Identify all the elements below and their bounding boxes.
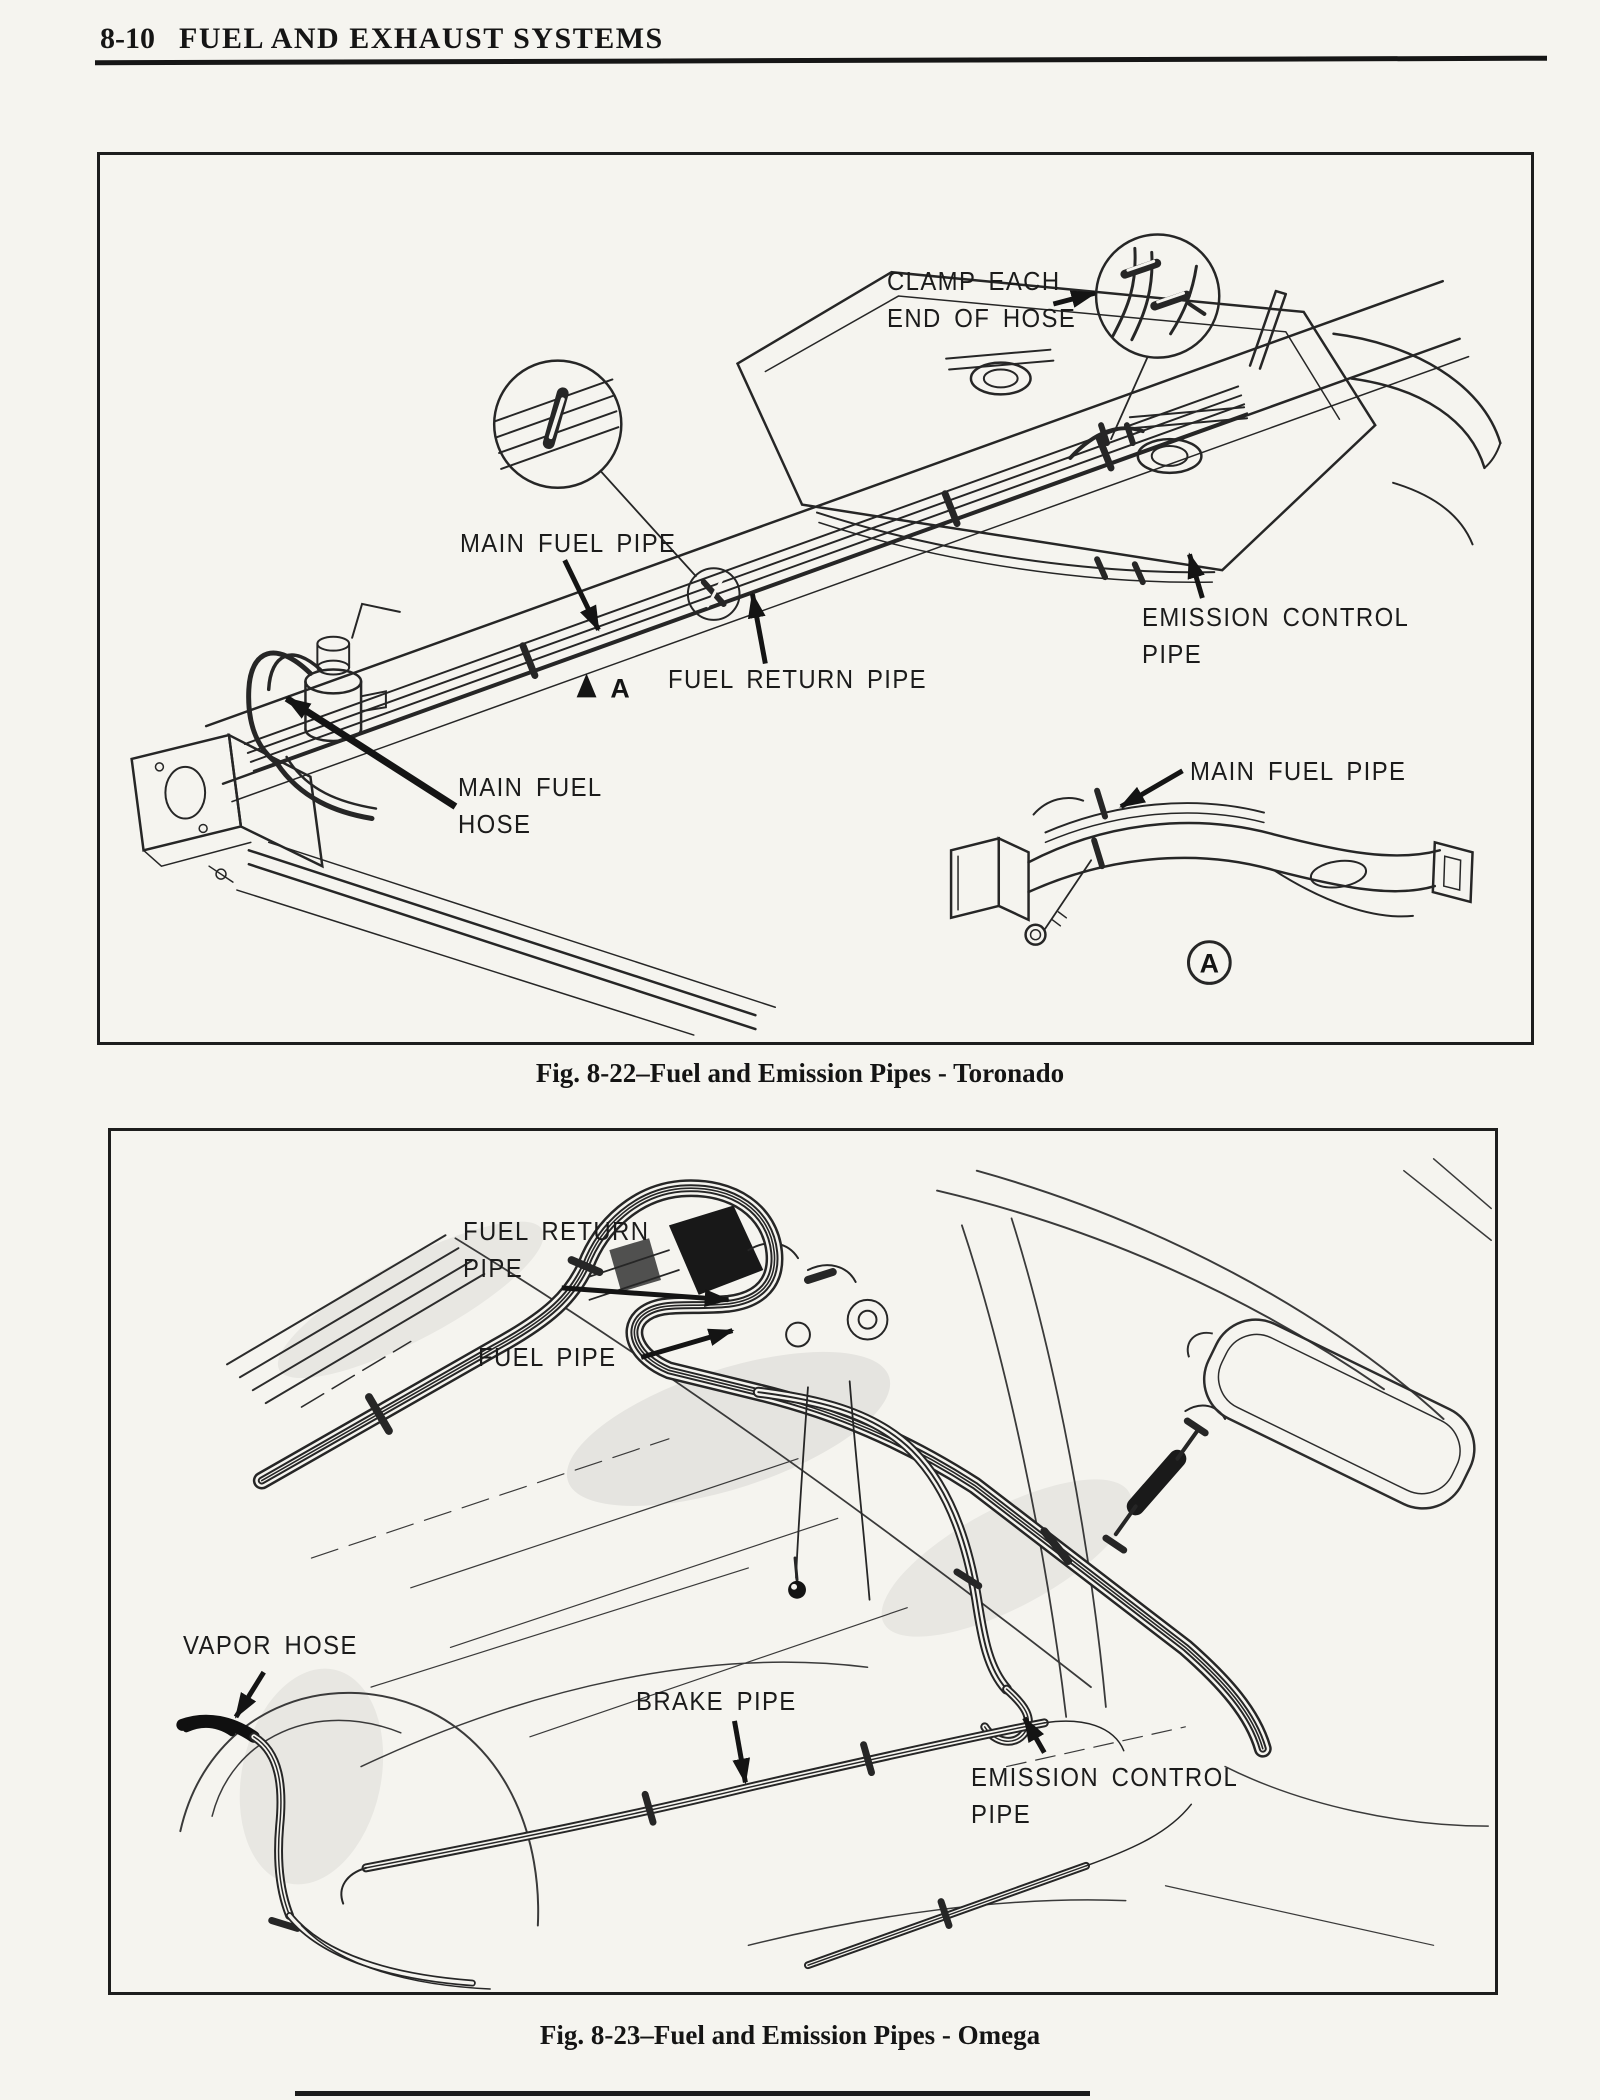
arm-pipe-clamp	[1097, 791, 1105, 817]
arm-fuel-pipe	[1045, 803, 1264, 832]
label-fuel-return-pipe	[668, 661, 927, 698]
pump-bracket	[352, 604, 400, 638]
filler-ring-outer	[971, 363, 1031, 395]
brake-end-curve	[1044, 1721, 1123, 1750]
skid-rails	[209, 842, 775, 1035]
engine-fitting	[808, 1272, 833, 1280]
label-line: EMISSION CONTROL	[971, 1762, 1239, 1792]
fuel-pump-and-hoses	[249, 604, 400, 819]
arrow-fuel-pipe	[641, 1331, 732, 1358]
callout-arrows	[287, 293, 1203, 807]
page-header	[100, 22, 664, 56]
arm-hook	[1034, 798, 1084, 815]
rail-bottom-edge	[223, 339, 1460, 784]
label-line: FUEL RETURN	[463, 1216, 650, 1246]
arm-top	[1029, 823, 1440, 862]
shock-rod-upper	[1177, 1431, 1197, 1459]
caption-fig-8-23: Fig. 8-23–Fuel and Emission Pipes - Omega	[539, 2020, 1041, 2050]
rail-inner-edge	[232, 357, 1469, 802]
label-line: MAIN FUEL PIPE	[460, 528, 677, 558]
label-line: MAIN FUEL PIPE	[1190, 756, 1407, 786]
bolt-head-inner	[1031, 930, 1041, 940]
strap-bolt	[788, 1581, 806, 1599]
label-line: CLAMP EACH	[887, 266, 1061, 296]
header-rule	[95, 56, 1547, 66]
page-number: 8-10	[100, 22, 155, 55]
horn-curve-1	[1333, 334, 1500, 443]
pillar-line-1	[962, 1225, 1066, 1717]
circled-a-letter: A	[1199, 948, 1220, 979]
label-brake-pipe	[636, 1683, 797, 1720]
brake-left-loop	[341, 1868, 366, 1904]
strap-bolt-stem	[795, 1558, 797, 1580]
label-main-fuel-hose	[458, 769, 603, 843]
front-crossmember	[132, 735, 323, 866]
skid-rail-1	[249, 850, 756, 1015]
bumper-inner	[1207, 1323, 1471, 1505]
label-line: MAIN FUEL	[458, 772, 603, 802]
axle-detail-inset	[951, 791, 1472, 984]
pump-cap-top	[317, 637, 349, 651]
channel-side	[999, 838, 1029, 919]
brake-clamp-1	[645, 1794, 653, 1822]
label-line: PIPE	[971, 1799, 1032, 1829]
arm-end-inner	[1444, 856, 1461, 890]
label-line: END OF HOSE	[887, 303, 1077, 333]
arrow-vapor-hose	[236, 1672, 264, 1717]
crossmember-hole	[165, 767, 205, 819]
bumper-hook	[1183, 1326, 1212, 1362]
emission-pipe-run	[817, 513, 1214, 573]
brake-clamp-2	[864, 1745, 872, 1773]
pulley-outer	[848, 1300, 888, 1340]
shock-clamp-upper	[1187, 1421, 1205, 1433]
arrow-main-fuel-pipe-right	[1121, 771, 1183, 807]
pump-cap-lower	[317, 661, 349, 675]
arm-fuel-pipe-2	[1045, 813, 1264, 842]
caption-fig-8-22: Fig. 8-22–Fuel and Emission Pipes - Toronado	[535, 1058, 1065, 1088]
label-line: FUEL RETURN PIPE	[668, 664, 928, 694]
pipe-line-4	[254, 413, 1247, 771]
section-title: FUEL AND EXHAUST SYSTEMS	[179, 22, 664, 55]
hose-nipple	[1189, 304, 1204, 314]
pump-cap-sides	[317, 644, 349, 668]
label-line: EMISSION CONTROL	[1142, 602, 1410, 632]
arrow-emission-control-pipe	[1189, 554, 1202, 598]
hose-to-pipe-2	[287, 757, 376, 809]
pulley-small	[786, 1323, 810, 1347]
label-line: PIPE	[1142, 639, 1203, 669]
label-fuel-return-pipe	[463, 1213, 649, 1287]
pulley-inner	[859, 1311, 877, 1329]
frame-horns	[1333, 334, 1500, 545]
vapor-tail-outline	[290, 1916, 473, 1984]
label-line: VAPOR HOSE	[183, 1630, 358, 1660]
pipe-line-3	[251, 404, 1244, 762]
arrow-brake-pipe	[734, 1721, 745, 1783]
label-line: FUEL PIPE	[478, 1342, 617, 1372]
label-line: HOSE	[458, 809, 532, 839]
shock-absorber	[1106, 1406, 1225, 1551]
label-emission-control-pipe	[1142, 599, 1409, 673]
skid-rail-2	[249, 864, 756, 1029]
label-main-fuel-pipe-right	[1190, 753, 1406, 790]
label-line: BRAKE PIPE	[636, 1686, 797, 1716]
label-line: PIPE	[463, 1253, 524, 1283]
page-edge-mark	[295, 2091, 1090, 2096]
horn-join	[1484, 443, 1500, 468]
label-clamp-each-end-of-hose	[887, 263, 1076, 337]
pillar-line-2	[1012, 1218, 1106, 1707]
vapor-hose-black-2	[186, 1725, 232, 1733]
arm-under-curve	[1274, 870, 1413, 916]
chassis-rail	[206, 281, 1468, 801]
shock-body	[1136, 1459, 1178, 1507]
horn-curve-3	[1393, 483, 1472, 545]
label-emission-control-pipe	[971, 1759, 1238, 1833]
vapor-tail-gap	[290, 1916, 473, 1984]
figure-drawing-8-23	[111, 1131, 1495, 1992]
rear-line-2	[1165, 1886, 1433, 1946]
crossmember-side	[229, 735, 322, 866]
crossmember-bolt-2	[199, 824, 207, 832]
hose-1	[1113, 248, 1135, 335]
inset-circle-pipe-clamp	[494, 361, 739, 620]
filler-ring-inner	[984, 370, 1018, 388]
strap-bolt-highlight	[791, 1584, 797, 1590]
figure-box-8-22	[97, 152, 1534, 1045]
rear-bumper	[1183, 1305, 1489, 1523]
bolt-clamp	[1094, 840, 1102, 866]
shading-blob	[221, 1655, 402, 1898]
label-main-fuel-pipe	[460, 525, 676, 562]
top-right-edges	[1404, 1159, 1491, 1240]
inset-circle-hose-clamps	[1096, 234, 1219, 439]
bolt-leader	[1044, 860, 1091, 930]
emission-pipe-clamps	[1097, 559, 1143, 582]
sender-ring-inner	[1152, 446, 1188, 466]
figure-box-8-23	[108, 1128, 1498, 1995]
crossmember-bolt-1	[155, 763, 163, 771]
emission-pipe-run-2	[819, 523, 1212, 583]
pipe-line-2	[248, 395, 1241, 753]
tank-slot-1	[946, 350, 1053, 370]
marker-a-letter: A	[610, 673, 630, 704]
rear-line-1	[1225, 1767, 1488, 1827]
skid-rail-4	[237, 890, 694, 1035]
shading-blob	[861, 1449, 1153, 1667]
arrow-fuel-return-pipe	[752, 594, 765, 664]
label-fuel-pipe	[478, 1339, 616, 1376]
hose-to-pipe	[277, 763, 372, 819]
crossmember-face	[132, 735, 241, 850]
bolt-head	[1026, 925, 1046, 945]
shock-clamp-lower	[1106, 1538, 1124, 1550]
label-vapor-hose	[183, 1627, 358, 1664]
rear-pipe-clamp	[941, 1902, 949, 1926]
hose-detail-circle	[1096, 234, 1219, 357]
